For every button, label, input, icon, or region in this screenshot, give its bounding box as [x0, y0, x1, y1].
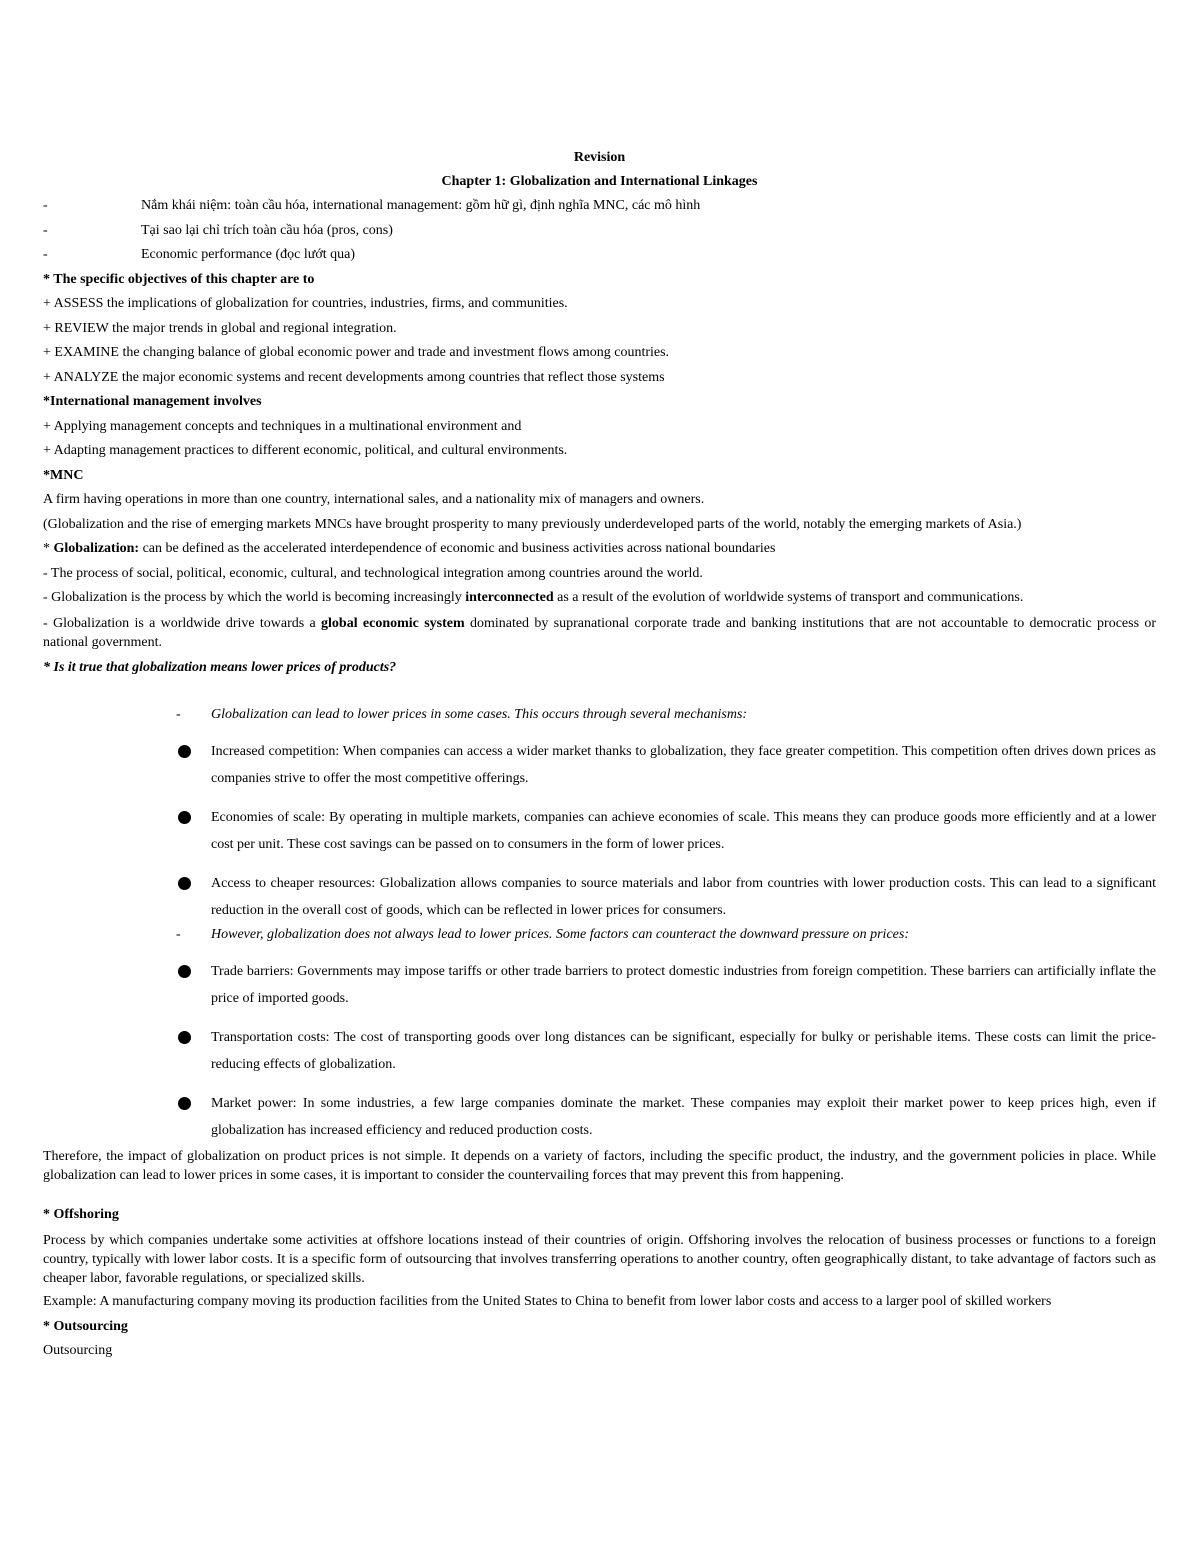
dash-item: [43, 194, 1156, 219]
intl-management-item: + Applying management concepts and techniques in a multinational environment and: [43, 418, 522, 434]
globalization-prefix: *: [43, 541, 54, 556]
globalization-definition: [43, 537, 1156, 562]
dash-item-text: Nắm khái niệm: toàn cầu hóa, international management: gồm hữ gì, định nghĩa MNC, các mô hình: [141, 198, 701, 213]
bullet-text: Market power: In some industries, a few large companies dominate the market. These companies may exploit their market power to keep prices high, even if globalization has increased efficiency and reduced production costs.: [211, 1096, 1156, 1138]
dash-item: [43, 243, 1156, 268]
italic-intro-text: However, globalization does not always lead to lower prices. Some factors can counteract the downward pressure on prices:: [211, 927, 909, 942]
bullet-icon: [176, 1090, 211, 1144]
bullet-item: [176, 1024, 1156, 1078]
bullet-text: Increased competition: When companies can access a wider market thanks to globalization, they face greater competition. This competition often drives down prices as companies strive to offer the most competitive offerings.: [211, 744, 1156, 786]
document-page: [43, 146, 1156, 1364]
bullet-icon: [176, 804, 211, 858]
objectives-heading: * The specific objectives of this chapter are to: [43, 271, 315, 287]
mnc-note: (Globalization and the rise of emerging markets MNCs have brought prosperity to many previously underdeveloped parts of the world, notably the emerging markets of Asia.): [43, 516, 1022, 532]
italic-intro-text: Globalization can lead to lower prices in some cases. This occurs through several mechanisms:: [211, 707, 748, 722]
bullet-text: Trade barriers: Governments may impose tariffs or other trade barriers to protect domestic industries from foreign competition. These barriers can artificially inflate the price of imported goods.: [211, 964, 1156, 1006]
bullet-icon: [176, 1024, 211, 1078]
objective-item: + REVIEW the major trends in global and regional integration.: [43, 320, 397, 336]
chapter-title: Chapter 1: Globalization and International Linkages: [441, 174, 758, 189]
therefore-paragraph: Therefore, the impact of globalization on product prices is not simple. It depends on a variety of factors, including the specific product, the industry, and the government policies in place. While globalization can lead to lower prices in some cases, it is important to consider the countervailing forces that may prevent this from happening.: [43, 1149, 1156, 1183]
doc-title: Revision: [573, 150, 626, 165]
offshoring-heading: * Offshoring: [43, 1207, 119, 1222]
mnc-heading: *MNC: [43, 467, 84, 483]
globalization-paragraph: [43, 614, 1156, 652]
answer-block: [176, 704, 1156, 1144]
objective-item: + EXAMINE the changing balance of global economic power and trade and investment flows among countries.: [43, 345, 670, 360]
dash-marker: -: [43, 247, 48, 262]
globalization-line: - The process of social, political, economic, cultural, and technological integration among countries around the world.: [43, 565, 703, 581]
globalization-line-text: as a result of the evolution of worldwide systems of transport and communications.: [553, 590, 1024, 605]
dash-marker: -: [43, 222, 48, 238]
bullet-item: [176, 1090, 1156, 1144]
globalization-line-text: - Globalization is the process by which the world is becoming increasingly: [43, 590, 466, 605]
intl-management-heading: *International management involves: [43, 394, 262, 409]
bullet-item: [176, 958, 1156, 1012]
bullet-text: Access to cheaper resources: Globalization allows companies to source materials and labor from countries with lower production costs. This can lead to a significant reduction in the overall cost of goods, which can be reflected in lower prices for consumers.: [211, 876, 1156, 918]
bullet-icon: [176, 738, 211, 792]
objective-item: + ASSESS the implications of globalization for countries, industries, firms, and communities.: [43, 296, 568, 311]
dash-item-text: Economic performance (đọc lướt qua): [141, 247, 356, 262]
globalization-line-text: - Globalization is a worldwide drive towards a: [43, 615, 322, 631]
globalization-line: [43, 586, 1156, 611]
global-economic-system-term: global economic system: [321, 615, 465, 631]
dash-item: [43, 219, 1156, 244]
question-heading: * Is it true that globalization means lower prices of products?: [43, 659, 397, 675]
dash-item-text: Tại sao lại chỉ trích toàn cầu hóa (pros, cons): [141, 222, 393, 238]
globalization-def-text: can be defined as the accelerated interdependence of economic and business activities across national boundaries: [139, 541, 776, 556]
offshoring-definition: Process by which companies undertake some activities at offshore locations instead of their countries of origin. Offshoring involves the relocation of business processes or functions to a foreign country, typically with lower labor costs. It is a specific form of outsourcing that involves transferring operations to another country, often geographically distant, to take advantage of factors such as cheaper labor, favorable regulations, or specialized skills.: [43, 1232, 1156, 1286]
intl-management-item: + Adapting management practices to different economic, political, and cultural environments.: [43, 443, 568, 458]
objective-item: + ANALYZE the major economic systems and recent developments among countries that reflect those systems: [43, 369, 665, 385]
italic-intro: [176, 704, 1156, 726]
dash-marker: -: [176, 927, 181, 942]
bullet-item: [176, 870, 1156, 924]
bullet-text: Economies of scale: By operating in multiple markets, companies can achieve economies of scale. This means they can produce goods more efficiently and at a lower cost per unit. These cost savings can be passed on to consumers in the form of lower prices.: [211, 810, 1156, 852]
interconnected-term: interconnected: [465, 590, 554, 605]
bullet-item: [176, 804, 1156, 858]
globalization-line-text: dominated by supranational corporate trade and banking institutions that are not accountable to democratic process or national government.: [43, 615, 1156, 650]
globalization-term: Globalization:: [53, 541, 140, 556]
offshoring-example: Example: A manufacturing company moving its production facilities from the United States to China to benefit from lower labor costs and access to a larger pool of skilled workers: [43, 1293, 1052, 1309]
italic-intro: [176, 924, 1156, 946]
outsourcing-text: Outsourcing: [43, 1343, 113, 1358]
bullet-item: [176, 738, 1156, 792]
bullet-text: Transportation costs: The cost of transporting goods over long distances can be significant, especially for bulky or perishable items. These costs can limit the price-reducing effects of globalization.: [211, 1030, 1156, 1072]
bullet-icon: [176, 870, 211, 924]
mnc-definition: A firm having operations in more than one country, international sales, and a nationality mix of managers and owners.: [43, 492, 705, 507]
dash-marker: -: [43, 198, 48, 213]
dash-marker: -: [176, 707, 181, 722]
outsourcing-heading: * Outsourcing: [43, 1318, 128, 1334]
bullet-icon: [176, 958, 211, 1012]
